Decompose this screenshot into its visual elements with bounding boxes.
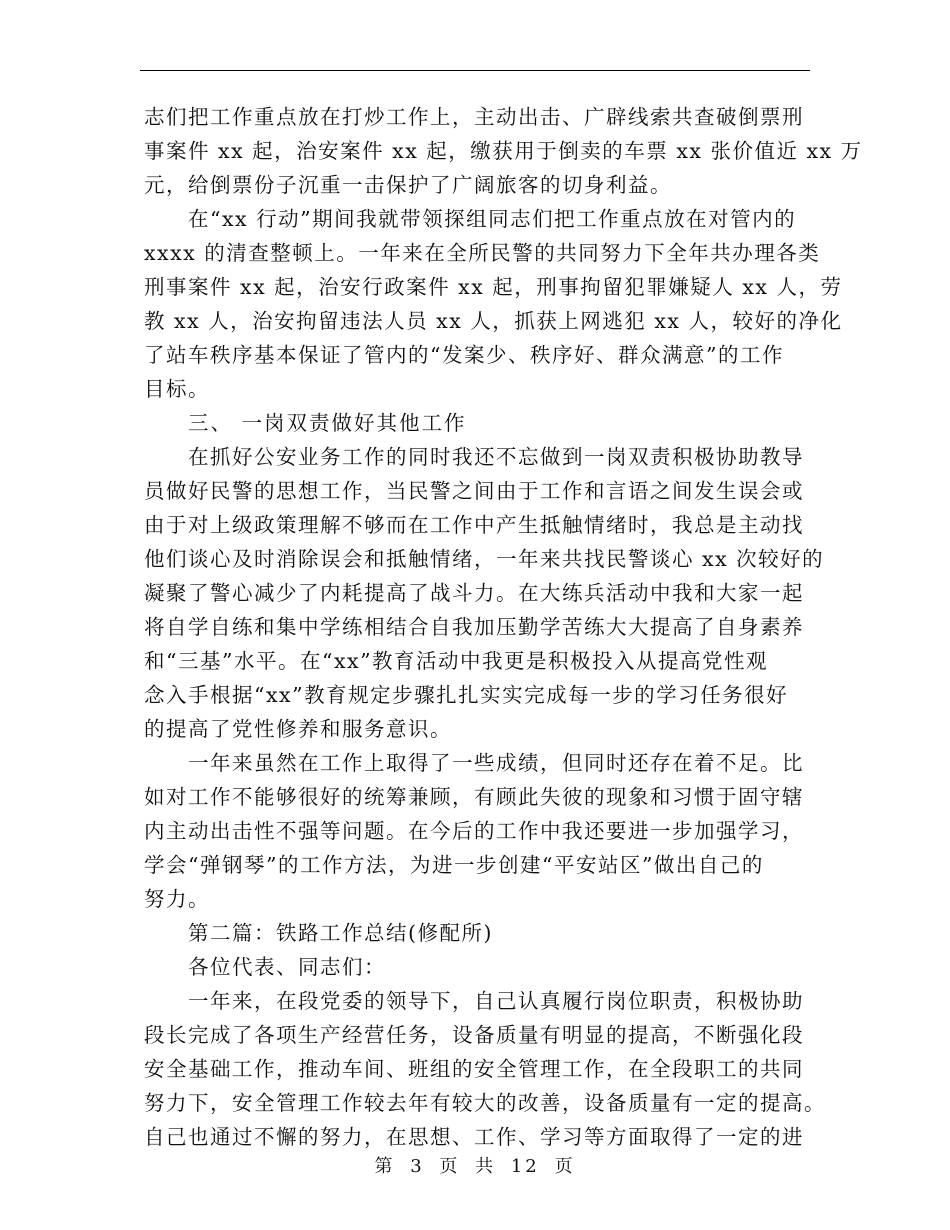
document-body <box>144 100 863 1154</box>
text-line: xxxx 的清查整顿上。一年来在全所民警的共同努力下全年共办理各类 <box>144 241 821 265</box>
salutation: 各位代表、同志们： <box>188 955 386 979</box>
text-line: 元，给倒票份子沉重一击保护了广阔旅客的切身利益。 <box>144 173 672 197</box>
text-line: 学会“弹钢琴”的工作方法，为进一步创建“平安站区”做出自己的 <box>144 853 764 877</box>
text-line: 如对工作不能够很好的统筹兼顾，有顾此失彼的现象和习惯于固守辖 <box>144 785 804 809</box>
text-line: 凝聚了警心减少了内耗提高了战斗力。在大练兵活动中我和大家一起 <box>144 581 804 605</box>
page-number-footer: 第 3 页 共 12 页 <box>374 1156 576 1177</box>
text-line: 自己也通过不懈的努力，在思想、工作、学习等方面取得了一定的进 <box>144 1125 804 1149</box>
text-line: 志们把工作重点放在打炒工作上，主动出击、广辟线索共查破倒票刑 <box>144 105 804 129</box>
text-line: 和“三基”水平。在“xx”教育活动中我更是积极投入从提高党性观 <box>144 649 769 673</box>
section-heading: 三、 一岗双责做好其他工作 <box>188 411 467 435</box>
chapter-heading: 第二篇：铁路工作总结(修配所) <box>188 921 493 945</box>
text-line: 员做好民警的思想工作，当民警之间由于工作和言语之间发生误会或 <box>144 479 804 503</box>
text-line: 他们谈心及时消除误会和抵触情绪，一年来共找民警谈心 xx 次较好的 <box>144 547 825 571</box>
text-line: 事案件 xx 起，治安案件 xx 起，缴获用于倒卖的车票 xx 张价值近 xx 万 <box>144 139 863 163</box>
text-line: 将自学自练和集中学练相结合自我加压勤学苦练大大提高了自身素养 <box>144 615 804 639</box>
text-line: 在“xx 行动”期间我就带领探组同志们把工作重点放在对管内的 <box>188 207 797 231</box>
text-line: 安全基础工作，推动车间、班组的安全管理工作，在全段职工的共同 <box>144 1057 804 1081</box>
text-line: 了站车秩序基本保证了管内的“发案少、秩序好、群众满意”的工作 <box>144 343 784 367</box>
text-line: 努力。 <box>144 887 210 911</box>
text-line: 的提高了党性修养和服务意识。 <box>144 717 452 741</box>
text-line: 努力下，安全管理工作较去年有较大的改善，设备质量有一定的提高。 <box>144 1091 826 1115</box>
text-line: 刑事案件 xx 起，治安行政案件 xx 起，刑事拘留犯罪嫌疑人 xx 人，劳 <box>144 275 843 299</box>
text-line: 目标。 <box>144 377 210 401</box>
text-line: 教 xx 人，治安拘留违法人员 xx 人，抓获上网逃犯 xx 人，较好的净化 <box>144 309 843 333</box>
text-line: 内主动出击性不强等问题。在今后的工作中我还要进一步加强学习， <box>144 819 804 843</box>
text-line: 段长完成了各项生产经营任务，设备质量有明显的提高，不断强化段 <box>144 1023 804 1047</box>
header-rule <box>140 70 810 71</box>
text-line: 由于对上级政策理解不够而在工作中产生抵触情绪时，我总是主动找 <box>144 513 804 537</box>
text-line: 念入手根据“xx”教育规定步骤扎扎实实完成每一步的学习任务很好 <box>144 683 789 707</box>
text-line: 在抓好公安业务工作的同时我还不忘做到一岗双责积极协助教导 <box>188 445 804 469</box>
text-line: 一年来虽然在工作上取得了一些成绩，但同时还存在着不足。比 <box>188 751 804 775</box>
text-line: 一年来，在段党委的领导下，自己认真履行岗位职责，积极协助 <box>188 989 804 1013</box>
